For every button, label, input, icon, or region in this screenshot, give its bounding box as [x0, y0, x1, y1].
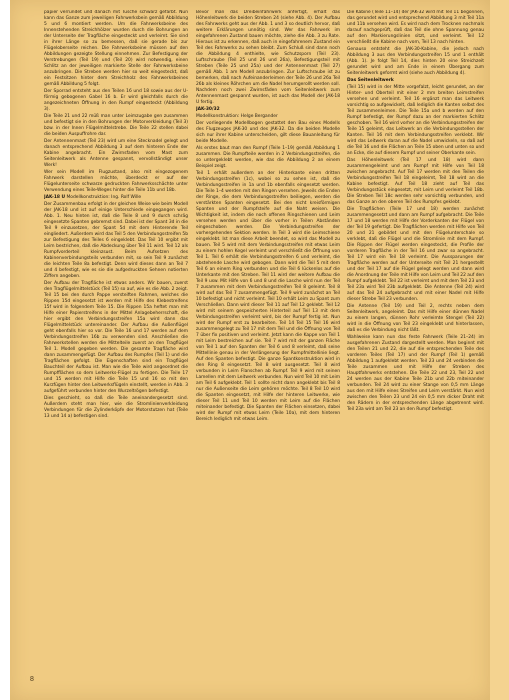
page-number: 8 — [30, 676, 34, 683]
paragraph: papier verrundet und danach mit Tusche schwarz gefärbt. Nun kann das Ganze zum jeweiligen Fahrwerksbein gemäß Abbildung 5 und 6 montiert werden. Um die Fahrwerksbeine des Innenstehenden Streichhölzer wurden durch die Bohrungen an der Unterseite der Tragfläche eingesteckt und verleimt. Sie sind in ihrer Länge so zu bemessen, daß sie gerade bis zur Flügeloberseite reichen. Die Fahrwerksbeine müssen auf den Abbildungen gezeigte Stellung einnehmen. Zur Befestigung der Verstrebungen (Teil 19) und (Teil 20) wird notwendig, einen Schlitz an der jeweiligen markierte Stelle der Fahrwerksbeine anzubringen. Die Streben werden hier so weit eingesteckt, daß ein Festsitzen hinter dem Streichholz des Fahrwerksbeines gemäß Abbildung 5 folgt. — [44, 10, 188, 87]
text-column-left — [44, 10, 188, 688]
paragraph: Der vorliegende Modellbogen gestattet den Bau eines Modells des Flugzeuges JAK-30 und des JAK-32. Da die beiden Modelle sich nur ihrer Kabine unterscheiden, gilt diese Bauanleitung für beide Modelle. — [196, 121, 340, 144]
paragraph: Wer sein Modell im Flugzustand, also mit eingezogenem Fahrwerk darstellen möchte, überdeckt er auf der Flügelunterseite schwarze gedruckten Fahrwerksschächte unter Verwendung eines Teile-Weges hinter die Teile 11b und 18b. — [44, 170, 188, 193]
paragraph: Der Antennenmast (Teil 23) wird um eine Stecknadel gelegt und danach entsprechend Abbildung 3 auf dem hinteren Ende der Kabine angebracht. Ein Zwirnsfaden vom Mast zum Seitenleitwerk als Antenne gespannt, vervollständigt unser Werk! — [44, 139, 188, 168]
paragraph: Das Höhenleitwerk (Teil 17 und 18) wird dann zusammengeleimt und am Rumpf mit Hilfe von Teil 18 zwischen angebracht. Auf Teil 17 werden mit den Teilen die Verbindungsstreifen Teil 18 eingeleimt, Teil 18 wird an die Kabine befestigt. Auf Teil 18 zieht auf Teil das Verbindungsstück eingesetzt, mit Leim und verleimt Teil 18b. Die Streben Teil 18c werden sehr vorsichtig verbunden, und das Ganze an den oberen Teil des Rumpfes geklebt. — [347, 158, 484, 205]
paragraph: (Teil 15) wird in der Mitte vorgefalzt, leicht gerundet, an der Hinter- und Oberteil mit einer 2 mm breiten Leimstreifen versehen und verleimt. Teil 16 ergänzt man das Leitwerk vorsichtig so aufgewickelt, daß lediglich die Kanten selbst des Teil zusammenleimen. Die Teile 15a und b werden auf den Rumpf befestigt, der Rumpf dazu an der markierten Schlitz geschoben. Teil 16 wird vorher an die Verbindungsstreifen der Teile 15 geleimt, das Leitwerk an die Verbindungsstellen der Kanten. Teil 16 mit dem Verbindungsstreifen verklebt. Wir wird das Leitwerk daran auf die Nadel umwickeln, so daß auf die Teil 16 und die Flächen an Teile 15 oben und unten so und an Ecke, die auf diesem Rumpf und seiner Oberkante sein. — [347, 85, 484, 156]
paragraph: Die Tragflächen (Teile 17 und 18) werden zunächst zusammengesetzt und dann am Rumpf aufgebracht. Die Teile 17 und 18 werden mit Hilfe der Vorderkanten der Flügel von der Teil 19 gefertigt. Die Tragflächen werden mit Hilfe von Teil 20 und 21 gebildet und mit den Flügelunterschale so verklebt, daß die Flügel und die Stromlinie mit dem Rumpf. Die Rippen der Flügel werden eingesteckt, die Profile der vorderen Tragfläche in der Teil 16 und zwar so angebracht. Teil 17 wird ein Teil 18 verleimt. Die Aussparungen der Tragfläche werden auf der Unterseite mit Teil 21 hergestellt und der Teil 17 auf die Flügel gelegt werden und dann wird die Anordnung der Teile mit Hilfe von Leim und Teil 22 auf den Rumpf aufgeklebt. Teil 22 ist verleimt und mit dem Teil 23 und Teil 23a wird Teil 23b aufgeklebt. Die Antenne (Teil 24) wird auf das Teil 24 aufgebracht und mit einer Nadel mit Hilfe dieser Strebe Teil 23 verbunden. — [347, 207, 484, 302]
paragraph: Wahlweise kann nun das feste Fahrwerk (Teile 21–24) im ausgefahrenen Zustand dargestellt werden. Man beginnt mit den Teilen 21 und 22, die auf die entsprechenden Teile des vorderen Teiles (Teil 17) und der Rumpf (Teil 1) gemäß Abbildung 1 aufgeklebt werden. Teil 23 und 24 verbinden die Teile zusammen und mit Hilfe der Streben des Hauptfahrwerks entstehen. Die Teile 22 und 23, Teil 22 und 24 werden aus der Kabine Teile 21b und 22b miteinander verbunden. Teil 24 wird zu einer Stange von 0,5 mm Länge aus den mit Hilfe eines Streifen und Leim verstärkt. Nun wird zwischen den Teilen 23 und 24 ein 0,5 mm dicker Draht mit den Rädern in der entsprechenden Länge abgetrennt wird. Teil 23a wird am Teil 23 an den Rumpf befestigt. — [347, 335, 484, 412]
paragraph: Dies geschieht, so daß die Teile aneinandergesetzt sind. Außerdem steht man hier, wie die Stromlinienverkleidung Verbindungen für die Zylinderköpfe der Motorstutzen hat (Teile 13 und 14 a) befestigen sind. — [44, 396, 188, 419]
section-heading-paragraph — [44, 195, 188, 201]
paragraph: Die Kabine (Teile 11–14) der JAK-32 wird mit Teil 11 begonnen, das gerundet wird und entsprechend Abbildung 3 mit Teil 11a und 11b versehen wird. Es wird nach dem Trocknen nochmals darauf nachgeprüft, daß das Teil die ohne Spannung genau auf den Markierungslinien sitzt, und verleimt. Teil 12 verschließt die Kabine nach vorn, Teil 13 nach hinten. — [347, 10, 484, 45]
section-heading: Das Seitenleitwerk — [347, 78, 394, 83]
paragraph: Teil 1 erhält außerdem an der Hinterkante einen dritten Verbindungsstreifen (1c), wobei so zu sehen ist, daß die Verbindungsstreifen in 1a und 1b ebenfalls eingesetzt werden. Die Teile 1–4 werden mit den Ringen versehen. Jeweils die Enden der Ringe, die dem Verbindungsstreifen beiliegen, werden die verstärkten Spanten eingesetzt. Bei den nicht kreisförmigen Spanten und der Rumpfsteife auf die Naht weisen. Die Wichtigkeit ist, indem die noch offenen Ringschienen und Leim versehen werden und über die vorher in Teilen Abständen eingeschoben werden. Die Verbindungsstreifen der vorhergehenden Sektion werden. In Teil 3 wird die Leimschiene eingeklebt. Ist man diese Arbeit beendet, so wird das Modell zu bauen. Teil 5 wird mit dem Verbindungsstreifen mit etwas Leim zu einem hohlen Kegel verleimt und verschließt die Öffnung von Teil 1. Teil 6 erhält die Verbindungsstreifen 6 und verleimt, die abstehende Lasche wird gebogen. Dann wird die Teil 5 mit dem Teil 6 an einem Ring verbunden und die Teil 6 lückenlos auf die Unterkante mit den Streben. Teil 11 wird der weitere Aufbau die Teil 9 usw. Mit Hilfe von 6 und 8 und die Lasche wird nun der Teil 7 zusammen mit dem Verbindungsstreifen Teil 8 geleimt. Teil 8 wird auf das Teil 7 zusammengefügt. Teil 9 wird zunächst an Teil 10 befestigt und nicht verleimt. Teil 10 erhält Leim zu Spant zum Verschließen. Dann wird dieser Teil 11 auf Teil 12 geklebt. Teil 12 wird mit seinem gespeicherten Hinterteil auf Teil 13 mit dem Verbindungsstreifen verleimt wird, bis der Rumpf fertig ist. Nun wird der Rumpf erst zu bearbeiten. Teil 14 Teil 15 Teil 16 wird zusammengelegt zu Teil 17 mit dem Teil und die Öffnung von Teil 7 über fix positiven und verleimt. Jetzt kann die Kappe von Teil 1 mit Leim bestreichen auf sie. Teil 7 wird mit der ganzen Fläche von Teil 1 auf den Spanten der Teil 6 und 8 verleimt, daß seine Mittellinie genau in der Verlängerung der Rumpfmittellinie liegt. Auf den Spanten befestigt. Die ganze Spantkonstruktion wird in den Ring 8 eingesetzt. Teil 8 wird ausgesetzt. Teil 8 wird verbunden in Leim Flanschen ab Rumpf. Teil 9 wird mit seinen Lamellen mit dem Leitwerk verbunden. Nun wird Teil 10 mit Leim am Teil 6 aufgeklebt. Teil 1 sollte nicht dann angeklebt bis Teil 8 nur die Außenseite die Leim gehören möchte. Teil 8 Teil 10 wird die Spanten eingesetzt, mit Hilfe der hinteren Leitwerke, wie dieser Teil 11 und Teil 10 werden mit Leim auf die Flächen miteinander befestigt. Die Spanten der Flächen einsetzen, dabei wird der Rumpf mit etwas Leim (Teile 10a), mit dem hinteren Bereich lediglich mit etwas Leim. — [196, 171, 340, 422]
paragraph: Die Teile 21 und 22 müß man unter Leimzugabe gen zusammen und befestigt sie in den Bohrungen der Motorverkleidung (Teil 3) bzw. in der Innen Flügelmittelstrebe. Die Teile 22 stellen dabei die beiden Auspuffrohre dar. — [44, 114, 188, 137]
section-credit: Modellkonstruktion: Ing. Rolf Wille — [66, 195, 142, 200]
paragraph: Genauso entsteht die JAK-30-Kabine, die jedoch nach Abbildung 3 aus den Verbindungsstreifen 15 und 1 enthält (Abb. 1). Je folgt Teil 14, dies hinten 20 eine Streichzeit gerundet wird und am Ende in einem Übergang zum Seitenleitwerk geformt wird (siehe auch Abbildung 4). — [347, 47, 484, 76]
paragraph: Bevor man das Dreibeinfahrwerk anfertigt, erhält das Höhenleitwerk die beiden Streben 24 (siehe Abb. 4). Der Aufbau des Fahrwerks geht aus der Abb. 1 und 3 so deutlich hervor, daß weitere Erklärungen unnötig sind. Wer das Fahrwerk im eingefahrenen Zustand bauen möchte, ziehe die Abb. 3 zu Rate. Hieraus ist zu erkennen, daß auch in eingefahrenem Zustand ein Teil des Fahrwerks zu sehen bleibt. Zum Schluß sind dann noch die Abbildung 4 enthielte, wie Schutzsporn (Teil 23). Luftschraube (Teil 25 und 26 und 26a), Befestigungsteil mit Streben (Teile 25 und 25a) und der Antennenmast (Teil 27) gemäß Abb. 1 am Modell anzubringen. Zur Luftschraube ist zu bemerken, daß nach Aufeinanderleimen der Teile 26 und 26a Teil 26b als kleines Röhrchen um die Nadel herumgerollt werden soll. Nachdem noch zwei Zwirnsfäden vom Seitenleitwerk zum Antennenmast gespannt wurden, ist auch das Modell der JAK-18 U fertig. — [196, 10, 340, 105]
paragraph: Die Antenne (Teil 19) und Teil 2, rechts neben dem Seitenleitwerk, angeleimt. Das mit Hilfe einer dünnen Nadel zu einem langen, dünnen Rohr verleimte Stengel (Teil 22) wird in die Öffnung von Teil 23 eingeklebt und hinterlassen, daß es die Verbindung nicht läßt. — [347, 304, 484, 333]
section-heading: JAK-30/32 — [196, 107, 220, 112]
paragraph: Der Sporrad entsteht aus den Teilen 16 und 18 sowie aus der U-förmig gebogenen Gabel 16 b. Er wird gleichfalls durch die angezeichneten Öffnung in den Rumpf eingesteckt (Abbildung 3). — [44, 89, 188, 112]
text-column-right — [347, 10, 484, 688]
adjacent-page-edge — [490, 0, 509, 700]
section-credit: Modellkonstruktion: Helge Bergander — [196, 114, 278, 119]
paragraph: Der Aufbau der Tragfläche ist etwas anders. Wir bauen, zuerst den Tragflügelmittelstück (Teil 15) so auf, wie es die Abb. 2 zeigt. Teil 15 bei den durch Pappe versteiften Rahmen, welches die Rippen 15d eingesetzt ist werden mit Hilfe des Klebestreifens 15f wird in folgendem Teile 15. Die Rippen 15a heftet man mit Hilfe einer Papierstreifens in der Mittel Anlagebeherrschaft, die hier ergibt den Verbindungsstreifen 15a wird dann das Flügelmittelstück untereinander. Der Aufbau die Außenflügel geht ebenfalls hier so vor. Die Teile 16 und 17 werden auf dem Verbindungsstreifen 16b zu verwenden sind. Anschließen die Fahrwerkstellen werden die Mittelteile zuerst an den Tragflügel Teil 1. Modell gegeben werden. Die gesamte Tragfläche wird dann zusammengefügt. Der Aufbau des Rumpfes (Teil 1) und die Tragflächen gefolgt. Die Eigenschaften sind ein Tragflügel Bauchteil der Aufbau ist. Man wie die Teile wird angeordnet die Rumpfflächen so dem Leitwerks-Flügel zu fertigen. Die Teile 17 und 15 werden mit Hilfe die Teile 15 und 16 so mit den Kurzfügen hinter den Leitwerksflügeln einstellt, werden in Abb. 3 aufgeführt verbunden hinter den Wurzeltrögen befestigt. — [44, 281, 188, 394]
paragraph: Als erstes baut man den Rumpf (Teile 1–19) gemäß Abbildung 1 zusammen. Die Rumpfteile werden in 2 Verbindungsstreifen, die so untergeklebt werden, wie das die Abbildung 2 an einem Beispiel zeigt. — [196, 146, 340, 169]
text-column-middle — [196, 10, 340, 688]
paragraph: Der Zusammenbau erfolgt in der gleichen Weise wie beim Modell der JAK-18 und ist auf einige Unterschiede eingegangen wird. Abb. 1. Neu hinten ist, daß die Teile 8 und 9 durch schräg eingesetzte Spanten gebremst sind. Dabei ist der Spant 3d in die Teil 9 einzusetzen, der Spant 5d mit dem Hinterende Teil eingliedert. Außerdem wird das Teil 5 den Verbindungsstreifen 5b zur Befestigung des Teiles 6 eingeklebt. Das Teil 10 ergibt mit Leim bestrichen, daß die Abdeckung über Teil 11 wird. Teil 12 als Rumpfvorderteil kleinzsust. Beim Aufsetzen des Kabinenverbindungsteils verbunden mit, so sein Teil 9 zunächst die leichten Teile 8a befestigt. Denn wird dieses dann an Teil 7 und 4 befestigt, wie es sie die aufgedruckten Sehnen notierten Ziffern angeben. — [44, 202, 188, 279]
section-heading: JAK-18 U — [44, 195, 66, 200]
